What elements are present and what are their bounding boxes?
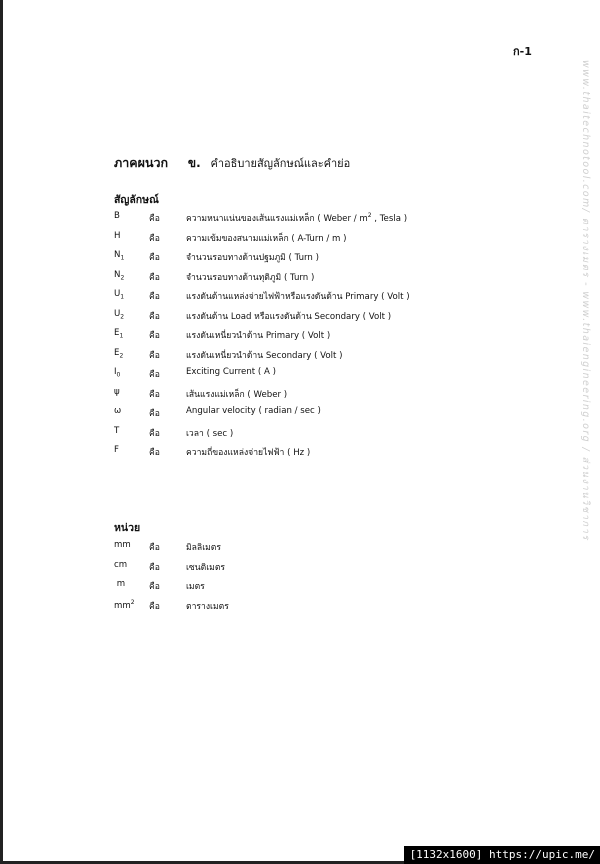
definition-cell — [186, 445, 310, 459]
unit-symbol-cell — [114, 560, 144, 570]
symbol: B — [114, 211, 120, 221]
definition-cell — [186, 367, 276, 377]
is-word: คือ — [149, 582, 160, 592]
definition-cell — [186, 328, 330, 342]
unit-symbol: mm — [114, 600, 131, 611]
page-heading — [114, 153, 350, 173]
is-word: คือ — [149, 428, 160, 439]
is-word: คือ — [149, 253, 160, 263]
definition-tail: , Tesla ) — [371, 214, 408, 224]
symbol-cell — [114, 348, 144, 360]
is-word: คือ — [149, 562, 160, 573]
is-word: คือ — [149, 214, 160, 224]
symbol-cell — [114, 387, 144, 397]
is-word: คือ — [149, 233, 160, 244]
symbol: E — [114, 347, 120, 358]
unit-symbol-cell — [114, 540, 144, 550]
appendix-description: คำอธิบายสัญลักษณ์และคำย่อ — [210, 157, 351, 170]
unit-definition: ตารางเมตร — [186, 601, 229, 612]
is-word: คือ — [149, 311, 160, 322]
units-title: หน่วย — [114, 522, 141, 534]
definition: เส้นแรงแม่เหล็ก ( Weber ) — [186, 389, 288, 400]
unit-superscript: 2 — [130, 598, 135, 606]
unit-symbol-cell — [114, 579, 144, 589]
is-word: คือ — [149, 370, 160, 380]
symbol-cell — [114, 231, 144, 241]
is-word: คือ — [149, 292, 160, 302]
symbol-cell — [114, 250, 144, 262]
definition-superscript: 2 — [367, 212, 372, 220]
symbol-subscript: 2 — [119, 352, 124, 360]
page-number: ก-1 — [513, 45, 532, 58]
symbol: N — [114, 269, 121, 280]
is-word: คือ — [149, 389, 160, 400]
unit-symbol: m — [114, 579, 126, 589]
definition: เวลา ( sec ) — [186, 428, 234, 439]
is-word: คือ — [149, 272, 160, 283]
symbol: N — [114, 250, 121, 260]
definition-cell — [186, 211, 407, 225]
symbol: ψ — [114, 386, 120, 397]
definition: แรงดันด้านแหล่งจ่ายไฟฟ้าหรือแรงดันด้าน Primary ( Volt ) — [186, 292, 410, 302]
unit-definition: เซนติเมตร — [186, 562, 226, 573]
is-word: คือ — [149, 601, 160, 612]
definition-cell — [186, 309, 391, 323]
symbol-subscript: 1 — [119, 332, 124, 340]
symbol: U — [114, 289, 121, 299]
definition: ความเข้มของสนามแม่เหล็ก ( A-Turn / m ) — [186, 233, 347, 244]
symbol-cell — [114, 367, 144, 379]
symbol: F — [114, 445, 119, 455]
definition-cell — [186, 348, 343, 362]
definition: Angular velocity ( radian / sec ) — [186, 406, 321, 416]
symbols-title: สัญลักษณ์ — [114, 194, 159, 206]
symbol-cell — [114, 289, 144, 301]
symbol-subscript: 1 — [120, 254, 125, 262]
symbol: T — [114, 425, 120, 436]
unit-symbol: cm — [114, 559, 128, 570]
symbol-cell — [114, 445, 144, 455]
appendix-label: ภาคผนวก — [114, 155, 169, 170]
definition: จำนวนรอบทางด้านปฐมภูมิ ( Turn ) — [186, 253, 319, 263]
symbol: I — [114, 367, 117, 377]
symbol-cell — [114, 406, 144, 416]
symbol: ω — [114, 406, 122, 416]
side-watermark: www.thaitechnotool.com/ ตารางเมตร - www.thaiengineering.org / ส่วนงานวิชาการ — [580, 60, 591, 541]
appendix-letter: ข. — [187, 156, 201, 170]
symbol-cell — [114, 426, 144, 436]
is-word: คือ — [149, 409, 160, 419]
symbol-cell — [114, 328, 144, 340]
definition-cell — [186, 387, 287, 401]
symbol: U — [114, 308, 121, 319]
unit-symbol-cell — [114, 599, 144, 611]
definition: แรงดันด้าน Load หรือแรงดันด้าน Secondary ( Volt ) — [186, 311, 392, 322]
definition-cell — [186, 426, 233, 440]
symbol: E — [114, 328, 120, 338]
symbol-subscript: 1 — [120, 293, 125, 301]
definition: ความถี่ของแหล่งจ่ายไฟฟ้า ( Hz ) — [186, 448, 311, 458]
definition-cell — [186, 250, 319, 264]
definition: จำนวนรอบทางด้านทุติภูมิ ( Turn ) — [186, 272, 315, 283]
symbol-cell — [114, 309, 144, 321]
definition: แรงดันเหนี่ยวนำด้าน Secondary ( Volt ) — [186, 350, 343, 361]
definition: ความหนาแน่นของเส้นแรงแม่เหล็ก ( Weber / m — [186, 214, 368, 224]
symbol-subscript: 2 — [120, 274, 125, 282]
image-size-badge: [1132x1600] https://upic.me/ — [404, 846, 600, 864]
is-word: คือ — [149, 331, 160, 341]
is-word: คือ — [149, 543, 160, 553]
unit-definition: มิลลิเมตร — [186, 543, 221, 553]
definition-cell — [186, 406, 321, 416]
symbol-cell — [114, 211, 144, 221]
definition: Exciting Current ( A ) — [186, 367, 276, 377]
definition-cell — [186, 231, 347, 245]
definition-cell — [186, 289, 410, 303]
symbol: H — [114, 230, 121, 241]
symbol-subscript: 0 — [116, 371, 121, 379]
unit-symbol: mm — [114, 540, 131, 550]
symbol-subscript: 2 — [120, 313, 125, 321]
is-word: คือ — [149, 350, 160, 361]
symbol-cell — [114, 270, 144, 282]
is-word: คือ — [149, 448, 160, 458]
definition: แรงดันเหนี่ยวนำด้าน Primary ( Volt ) — [186, 331, 331, 341]
unit-definition: เมตร — [186, 582, 205, 592]
definition-cell — [186, 270, 314, 284]
